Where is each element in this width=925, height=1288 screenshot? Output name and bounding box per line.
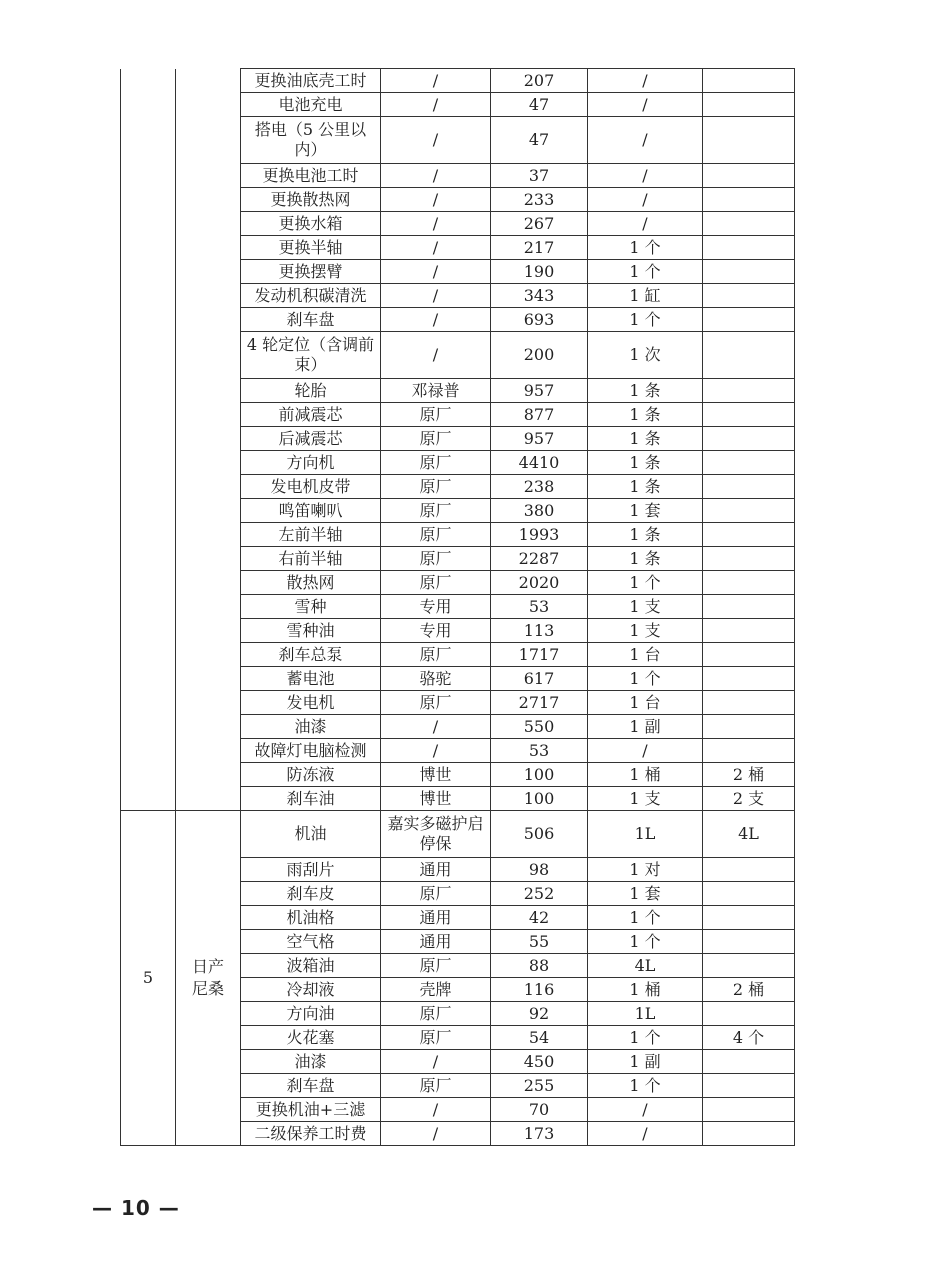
cell-item: 刹车油 [241, 787, 381, 811]
cell-unit: 1 个 [588, 1074, 703, 1098]
cell-brand: 原厂 [381, 523, 491, 547]
cell-qty [703, 403, 795, 427]
cell-price: 380 [491, 499, 588, 523]
cell-price: 113 [491, 619, 588, 643]
cell-price: 53 [491, 739, 588, 763]
cell-unit: / [588, 188, 703, 212]
cell-item: 空气格 [241, 930, 381, 954]
cell-brand: 专用 [381, 595, 491, 619]
table-row [121, 811, 795, 858]
cell-item: 后减震芯 [241, 427, 381, 451]
cell-qty [703, 571, 795, 595]
cell-brand: 原厂 [381, 475, 491, 499]
cell-item: 刹车盘 [241, 1074, 381, 1098]
cell-brand: / [381, 236, 491, 260]
cell-price: 217 [491, 236, 588, 260]
cell-brand: / [381, 117, 491, 164]
cell-price: 37 [491, 164, 588, 188]
cell-qty: 2 支 [703, 787, 795, 811]
page-number: — 10 — [92, 1196, 180, 1220]
cell-unit: 1 副 [588, 715, 703, 739]
cell-price: 255 [491, 1074, 588, 1098]
cell-qty [703, 188, 795, 212]
index-cell: 5 [121, 811, 176, 1146]
cell-unit: 1 支 [588, 595, 703, 619]
cell-item: 方向机 [241, 451, 381, 475]
cell-item: 更换机油+三滤 [241, 1098, 381, 1122]
cell-qty [703, 954, 795, 978]
cell-qty [703, 1050, 795, 1074]
cell-brand: / [381, 1050, 491, 1074]
cell-qty [703, 523, 795, 547]
cell-qty [703, 1122, 795, 1146]
cell-price: 92 [491, 1002, 588, 1026]
cell-qty [703, 643, 795, 667]
cell-item: 二级保养工时费 [241, 1122, 381, 1146]
cell-qty [703, 1098, 795, 1122]
cell-item: 油漆 [241, 715, 381, 739]
cell-brand: / [381, 332, 491, 379]
cell-price: 190 [491, 260, 588, 284]
cell-brand: / [381, 69, 491, 93]
cell-qty [703, 284, 795, 308]
cell-unit: 1 套 [588, 882, 703, 906]
cell-unit: 1L [588, 811, 703, 858]
cell-price: 1993 [491, 523, 588, 547]
cell-unit: 1 条 [588, 403, 703, 427]
cell-unit: 1 条 [588, 523, 703, 547]
cell-item: 机油格 [241, 906, 381, 930]
cell-qty [703, 427, 795, 451]
cell-price: 42 [491, 906, 588, 930]
cell-item: 方向油 [241, 1002, 381, 1026]
cell-price: 207 [491, 69, 588, 93]
cell-item: 散热网 [241, 571, 381, 595]
cell-qty [703, 930, 795, 954]
cell-price: 877 [491, 403, 588, 427]
cell-unit: 1 个 [588, 260, 703, 284]
cell-price: 2020 [491, 571, 588, 595]
cell-item: 冷却液 [241, 978, 381, 1002]
cell-item: 右前半轴 [241, 547, 381, 571]
cell-item: 雪种油 [241, 619, 381, 643]
cell-brand: 通用 [381, 858, 491, 882]
cell-price: 343 [491, 284, 588, 308]
cell-unit: 1 对 [588, 858, 703, 882]
cell-qty [703, 739, 795, 763]
cell-brand: 原厂 [381, 954, 491, 978]
cell-item: 刹车总泵 [241, 643, 381, 667]
cell-price: 88 [491, 954, 588, 978]
cell-item: 发电机皮带 [241, 475, 381, 499]
cell-price: 4410 [491, 451, 588, 475]
cell-item: 轮胎 [241, 379, 381, 403]
cell-item: 更换散热网 [241, 188, 381, 212]
cell-item: 雨刮片 [241, 858, 381, 882]
cell-unit: / [588, 69, 703, 93]
cell-unit: 1 支 [588, 619, 703, 643]
cell-unit: 1 个 [588, 667, 703, 691]
cell-price: 116 [491, 978, 588, 1002]
cell-unit: / [588, 164, 703, 188]
cell-brand: 原厂 [381, 403, 491, 427]
cell-qty: 4 个 [703, 1026, 795, 1050]
cell-brand: / [381, 188, 491, 212]
cell-price: 957 [491, 427, 588, 451]
cell-qty [703, 619, 795, 643]
cell-qty: 2 桶 [703, 763, 795, 787]
cell-qty [703, 499, 795, 523]
cell-price: 252 [491, 882, 588, 906]
cell-qty [703, 308, 795, 332]
cell-brand: / [381, 212, 491, 236]
cell-unit: 1 桶 [588, 763, 703, 787]
cell-price: 200 [491, 332, 588, 379]
price-table [120, 68, 795, 1146]
cell-price: 70 [491, 1098, 588, 1122]
cell-item: 更换半轴 [241, 236, 381, 260]
cell-unit: 1 条 [588, 379, 703, 403]
cell-item: 搭电（5 公里以内） [241, 117, 381, 164]
cell-unit: 1 条 [588, 547, 703, 571]
cell-brand: 原厂 [381, 1026, 491, 1050]
cell-qty [703, 715, 795, 739]
cell-item: 雪种 [241, 595, 381, 619]
cell-item: 油漆 [241, 1050, 381, 1074]
cell-price: 100 [491, 787, 588, 811]
cell-brand: / [381, 260, 491, 284]
cell-brand: 原厂 [381, 1074, 491, 1098]
cell-brand: 原厂 [381, 499, 491, 523]
cell-unit: 1 个 [588, 571, 703, 595]
cell-item: 发电机 [241, 691, 381, 715]
cell-qty [703, 595, 795, 619]
cell-price: 238 [491, 475, 588, 499]
cell-item: 更换电池工时 [241, 164, 381, 188]
cell-unit: 1 个 [588, 308, 703, 332]
cell-item: 前减震芯 [241, 403, 381, 427]
cell-unit: 1 桶 [588, 978, 703, 1002]
cell-unit: / [588, 93, 703, 117]
cell-price: 617 [491, 667, 588, 691]
cell-brand: / [381, 1098, 491, 1122]
cell-qty: 4L [703, 811, 795, 858]
cell-qty [703, 667, 795, 691]
cell-price: 55 [491, 930, 588, 954]
table-row [121, 69, 795, 93]
car-model-cell [176, 811, 241, 1146]
cell-item: 电池充电 [241, 93, 381, 117]
cell-item: 防冻液 [241, 763, 381, 787]
cell-brand: 通用 [381, 906, 491, 930]
cell-price: 506 [491, 811, 588, 858]
cell-unit: 1 台 [588, 691, 703, 715]
cell-brand: / [381, 164, 491, 188]
cell-qty [703, 332, 795, 379]
cell-unit: 1 个 [588, 236, 703, 260]
cell-unit: 1 个 [588, 930, 703, 954]
cell-price: 550 [491, 715, 588, 739]
index-cell-continued [121, 69, 176, 811]
cell-qty [703, 117, 795, 164]
cell-qty [703, 1002, 795, 1026]
cell-unit: 1 条 [588, 451, 703, 475]
cell-qty [703, 93, 795, 117]
cell-price: 54 [491, 1026, 588, 1050]
cell-price: 2717 [491, 691, 588, 715]
cell-item: 故障灯电脑检测 [241, 739, 381, 763]
cell-unit: 1 台 [588, 643, 703, 667]
cell-unit: 1L [588, 1002, 703, 1026]
cell-brand: 原厂 [381, 882, 491, 906]
cell-qty [703, 260, 795, 284]
cell-brand: 原厂 [381, 547, 491, 571]
cell-unit: / [588, 212, 703, 236]
cell-qty [703, 236, 795, 260]
car-model-line: 尼桑 [191, 979, 224, 998]
cell-brand: 邓禄普 [381, 379, 491, 403]
cell-brand: 博世 [381, 763, 491, 787]
cell-item: 蓄电池 [241, 667, 381, 691]
cell-price: 47 [491, 117, 588, 164]
cell-qty [703, 379, 795, 403]
cell-brand: 原厂 [381, 427, 491, 451]
cell-brand: / [381, 308, 491, 332]
cell-qty [703, 212, 795, 236]
cell-price: 1717 [491, 643, 588, 667]
cell-unit: 1 个 [588, 1026, 703, 1050]
cell-brand: 原厂 [381, 1002, 491, 1026]
cell-qty [703, 475, 795, 499]
cell-price: 173 [491, 1122, 588, 1146]
cell-brand: / [381, 1122, 491, 1146]
cell-qty [703, 906, 795, 930]
cell-item: 发动机积碳清洗 [241, 284, 381, 308]
cell-item: 鸣笛喇叭 [241, 499, 381, 523]
car-cell-continued [176, 69, 241, 811]
cell-brand: / [381, 739, 491, 763]
cell-price: 693 [491, 308, 588, 332]
cell-item: 4 轮定位（含调前束） [241, 332, 381, 379]
cell-brand: 原厂 [381, 571, 491, 595]
cell-item: 波箱油 [241, 954, 381, 978]
cell-brand: / [381, 284, 491, 308]
cell-qty [703, 69, 795, 93]
cell-unit: / [588, 1098, 703, 1122]
cell-qty [703, 858, 795, 882]
cell-unit: 1 套 [588, 499, 703, 523]
cell-qty [703, 691, 795, 715]
cell-unit: 1 次 [588, 332, 703, 379]
cell-brand: 通用 [381, 930, 491, 954]
cell-item: 更换摆臂 [241, 260, 381, 284]
cell-qty [703, 547, 795, 571]
cell-item: 更换水箱 [241, 212, 381, 236]
cell-price: 2287 [491, 547, 588, 571]
cell-brand: 原厂 [381, 643, 491, 667]
cell-item: 刹车盘 [241, 308, 381, 332]
cell-unit: 1 副 [588, 1050, 703, 1074]
cell-price: 100 [491, 763, 588, 787]
cell-unit: 1 条 [588, 475, 703, 499]
cell-item: 刹车皮 [241, 882, 381, 906]
cell-brand: 原厂 [381, 691, 491, 715]
cell-price: 957 [491, 379, 588, 403]
cell-price: 53 [491, 595, 588, 619]
cell-qty [703, 451, 795, 475]
cell-unit: 1 支 [588, 787, 703, 811]
cell-item: 机油 [241, 811, 381, 858]
cell-unit: 4L [588, 954, 703, 978]
cell-price: 233 [491, 188, 588, 212]
cell-brand: 博世 [381, 787, 491, 811]
cell-unit: / [588, 117, 703, 164]
cell-brand: 骆驼 [381, 667, 491, 691]
cell-qty: 2 桶 [703, 978, 795, 1002]
cell-item: 左前半轴 [241, 523, 381, 547]
cell-unit: / [588, 1122, 703, 1146]
cell-unit: 1 条 [588, 427, 703, 451]
cell-qty [703, 882, 795, 906]
cell-unit: 1 个 [588, 906, 703, 930]
cell-unit: 1 缸 [588, 284, 703, 308]
cell-qty [703, 164, 795, 188]
cell-brand: 原厂 [381, 451, 491, 475]
cell-brand: 壳牌 [381, 978, 491, 1002]
cell-brand: / [381, 93, 491, 117]
cell-price: 98 [491, 858, 588, 882]
cell-brand: / [381, 715, 491, 739]
cell-brand: 专用 [381, 619, 491, 643]
cell-qty [703, 1074, 795, 1098]
cell-brand: 嘉实多磁护启停保 [381, 811, 491, 858]
cell-item: 更换油底壳工时 [241, 69, 381, 93]
cell-price: 47 [491, 93, 588, 117]
cell-item: 火花塞 [241, 1026, 381, 1050]
car-model-line: 日产 [191, 957, 224, 976]
cell-price: 267 [491, 212, 588, 236]
cell-unit: / [588, 739, 703, 763]
cell-price: 450 [491, 1050, 588, 1074]
